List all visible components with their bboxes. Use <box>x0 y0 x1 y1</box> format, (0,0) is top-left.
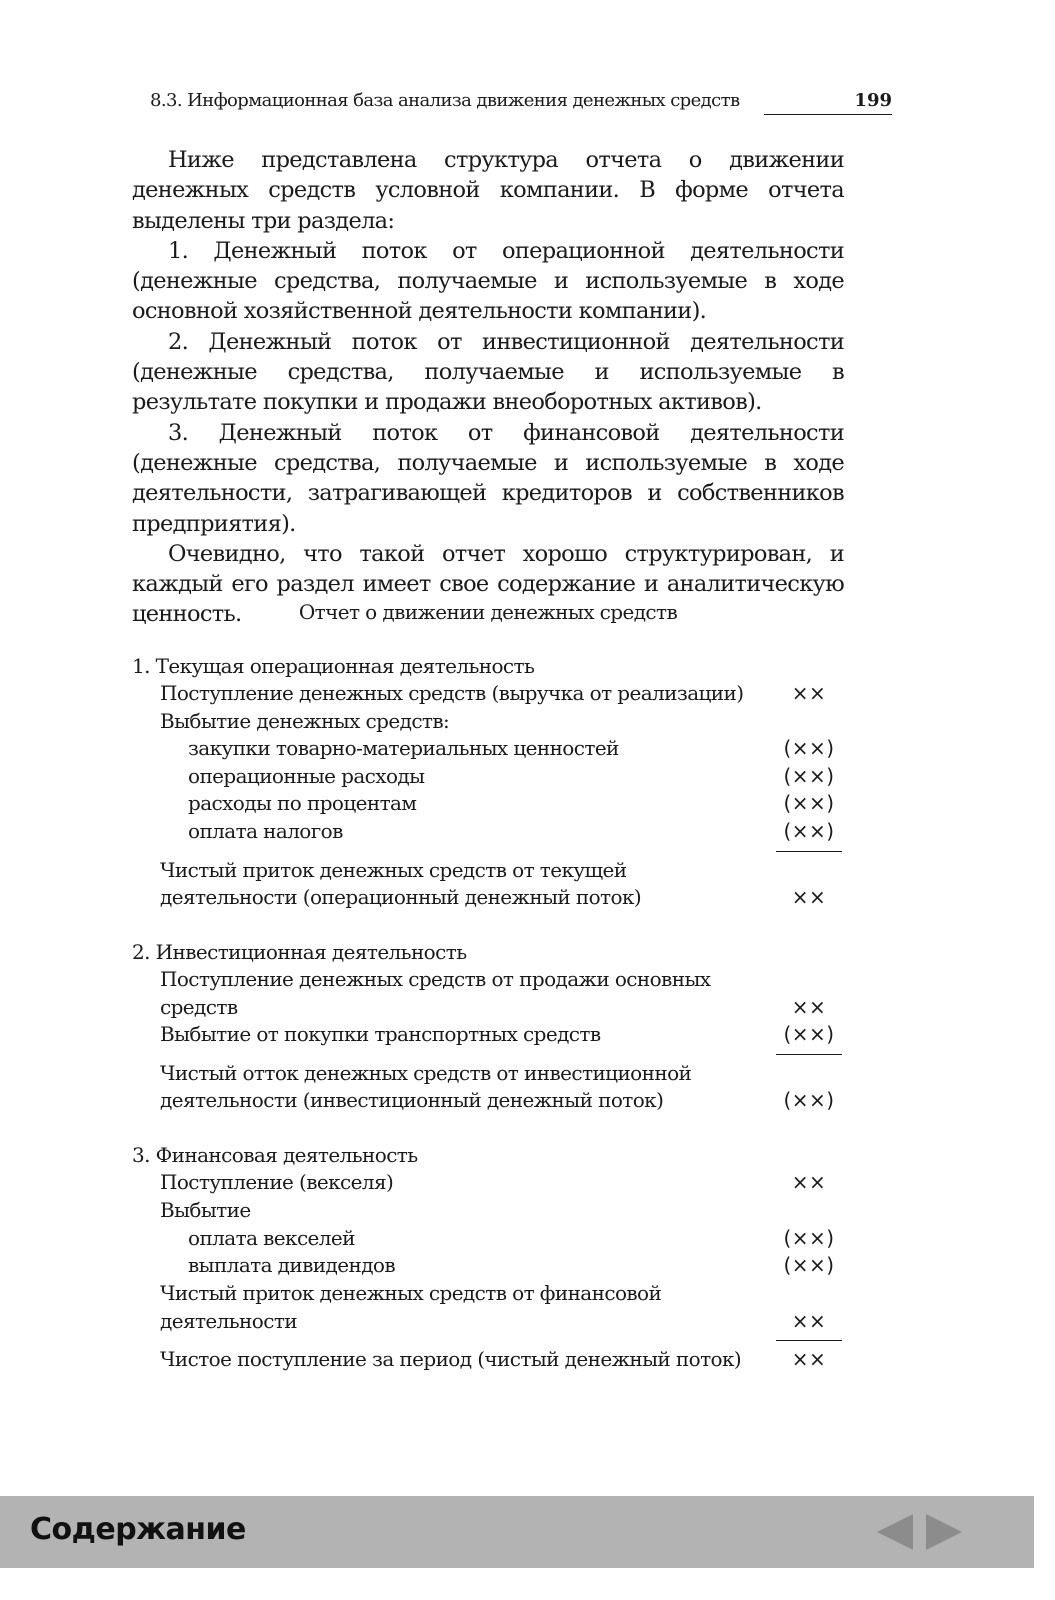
report-line: выплата дивидендов <box>188 1253 396 1277</box>
report-title: Отчет о движении денежных средств <box>298 600 678 624</box>
report-line: деятельности <box>160 1309 298 1333</box>
list-item-financing: 3. Денежный поток от финансовой деятельности (денежные средства, получаемые и используемые в ходе деятельности, затрагивающей кредиторов и собственников предприятия). <box>132 419 844 537</box>
amount: ×× <box>791 1170 827 1194</box>
report-line: Выбытие <box>160 1198 251 1222</box>
report-line: Выбытие от покупки транспортных средств <box>160 1022 601 1046</box>
page-number: 199 <box>854 90 892 111</box>
section-heading-financing: 3. Финансовая деятельность <box>132 1143 418 1167</box>
amount: ×× <box>791 1347 827 1371</box>
amount: (××) <box>783 791 835 815</box>
subtotal-rule <box>776 1340 842 1341</box>
report-line: операционные расходы <box>188 764 425 788</box>
amount: ×× <box>791 681 827 705</box>
subtotal-rule <box>776 1054 842 1055</box>
report-line: средств <box>160 995 238 1019</box>
report-line: Чистый приток денежных средств от финансовой <box>160 1281 662 1305</box>
amount: (××) <box>783 819 835 843</box>
list-item-operating: 1. Денежный поток от операционной деятельности (денежные средства, получаемые и используемые в ходе основной хозяйственной деятельности компании). <box>132 237 844 325</box>
report-line: оплата налогов <box>188 819 343 843</box>
report-line: Выбытие денежных средств: <box>160 709 450 733</box>
intro-text <box>132 145 844 630</box>
amount: ×× <box>791 885 827 909</box>
section-heading-operating: 1. Текущая операционная деятельность <box>132 654 535 678</box>
report-line: закупки товарно-материальных ценностей <box>188 736 619 760</box>
chapter-title: 8.3. Информационная база анализа движения денежных средств <box>150 90 740 111</box>
amount: ×× <box>791 1309 827 1333</box>
report-line: деятельности (операционный денежный поток) <box>160 885 642 909</box>
total-line: Чистое поступление за период (чистый денежный поток) <box>160 1347 742 1371</box>
conclusion-paragraph: Очевидно, что такой отчет хорошо структурирован, и каждый его раздел имеет свое содержание и аналитическую ценность. <box>132 540 844 628</box>
amount: (××) <box>783 1022 835 1046</box>
list-item-investing: 2. Денежный поток от инвестиционной деятельности (денежные средства, получаемые и используемые в результате покупки и продажи внеоборотных активов). <box>132 328 844 416</box>
running-header <box>150 88 892 118</box>
header-rule <box>764 114 892 115</box>
amount: (××) <box>783 1226 835 1250</box>
report-line: Поступление (векселя) <box>160 1170 394 1194</box>
report-line: Чистый приток денежных средств от текущей <box>160 858 627 882</box>
subtotal-rule <box>776 851 842 852</box>
navigation-bar <box>0 1496 1034 1568</box>
triangle-left-icon[interactable] <box>877 1514 913 1550</box>
report-line: Поступление денежных средств (выручка от реализации) <box>160 681 744 705</box>
section-heading-investing: 2. Инвестиционная деятельность <box>132 940 467 964</box>
report-line: деятельности (инвестиционный денежный поток) <box>160 1088 664 1112</box>
intro-paragraph: Ниже представлена структура отчета о движении денежных средств условной компании. В форме отчета выделены три раздела: <box>132 147 844 234</box>
triangle-right-icon[interactable] <box>926 1514 962 1550</box>
amount: (××) <box>783 736 835 760</box>
report-line: Поступление денежных средств от продажи основных <box>160 967 711 991</box>
report-line: расходы по процентам <box>188 791 417 815</box>
amount: (××) <box>783 1088 835 1112</box>
report-line: оплата векселей <box>188 1226 355 1250</box>
contents-link[interactable]: Содержание <box>30 1512 246 1547</box>
amount: (××) <box>783 1253 835 1277</box>
amount: ×× <box>791 995 827 1019</box>
report-line: Чистый отток денежных средств от инвестиционной <box>160 1061 692 1085</box>
amount: (××) <box>783 764 835 788</box>
